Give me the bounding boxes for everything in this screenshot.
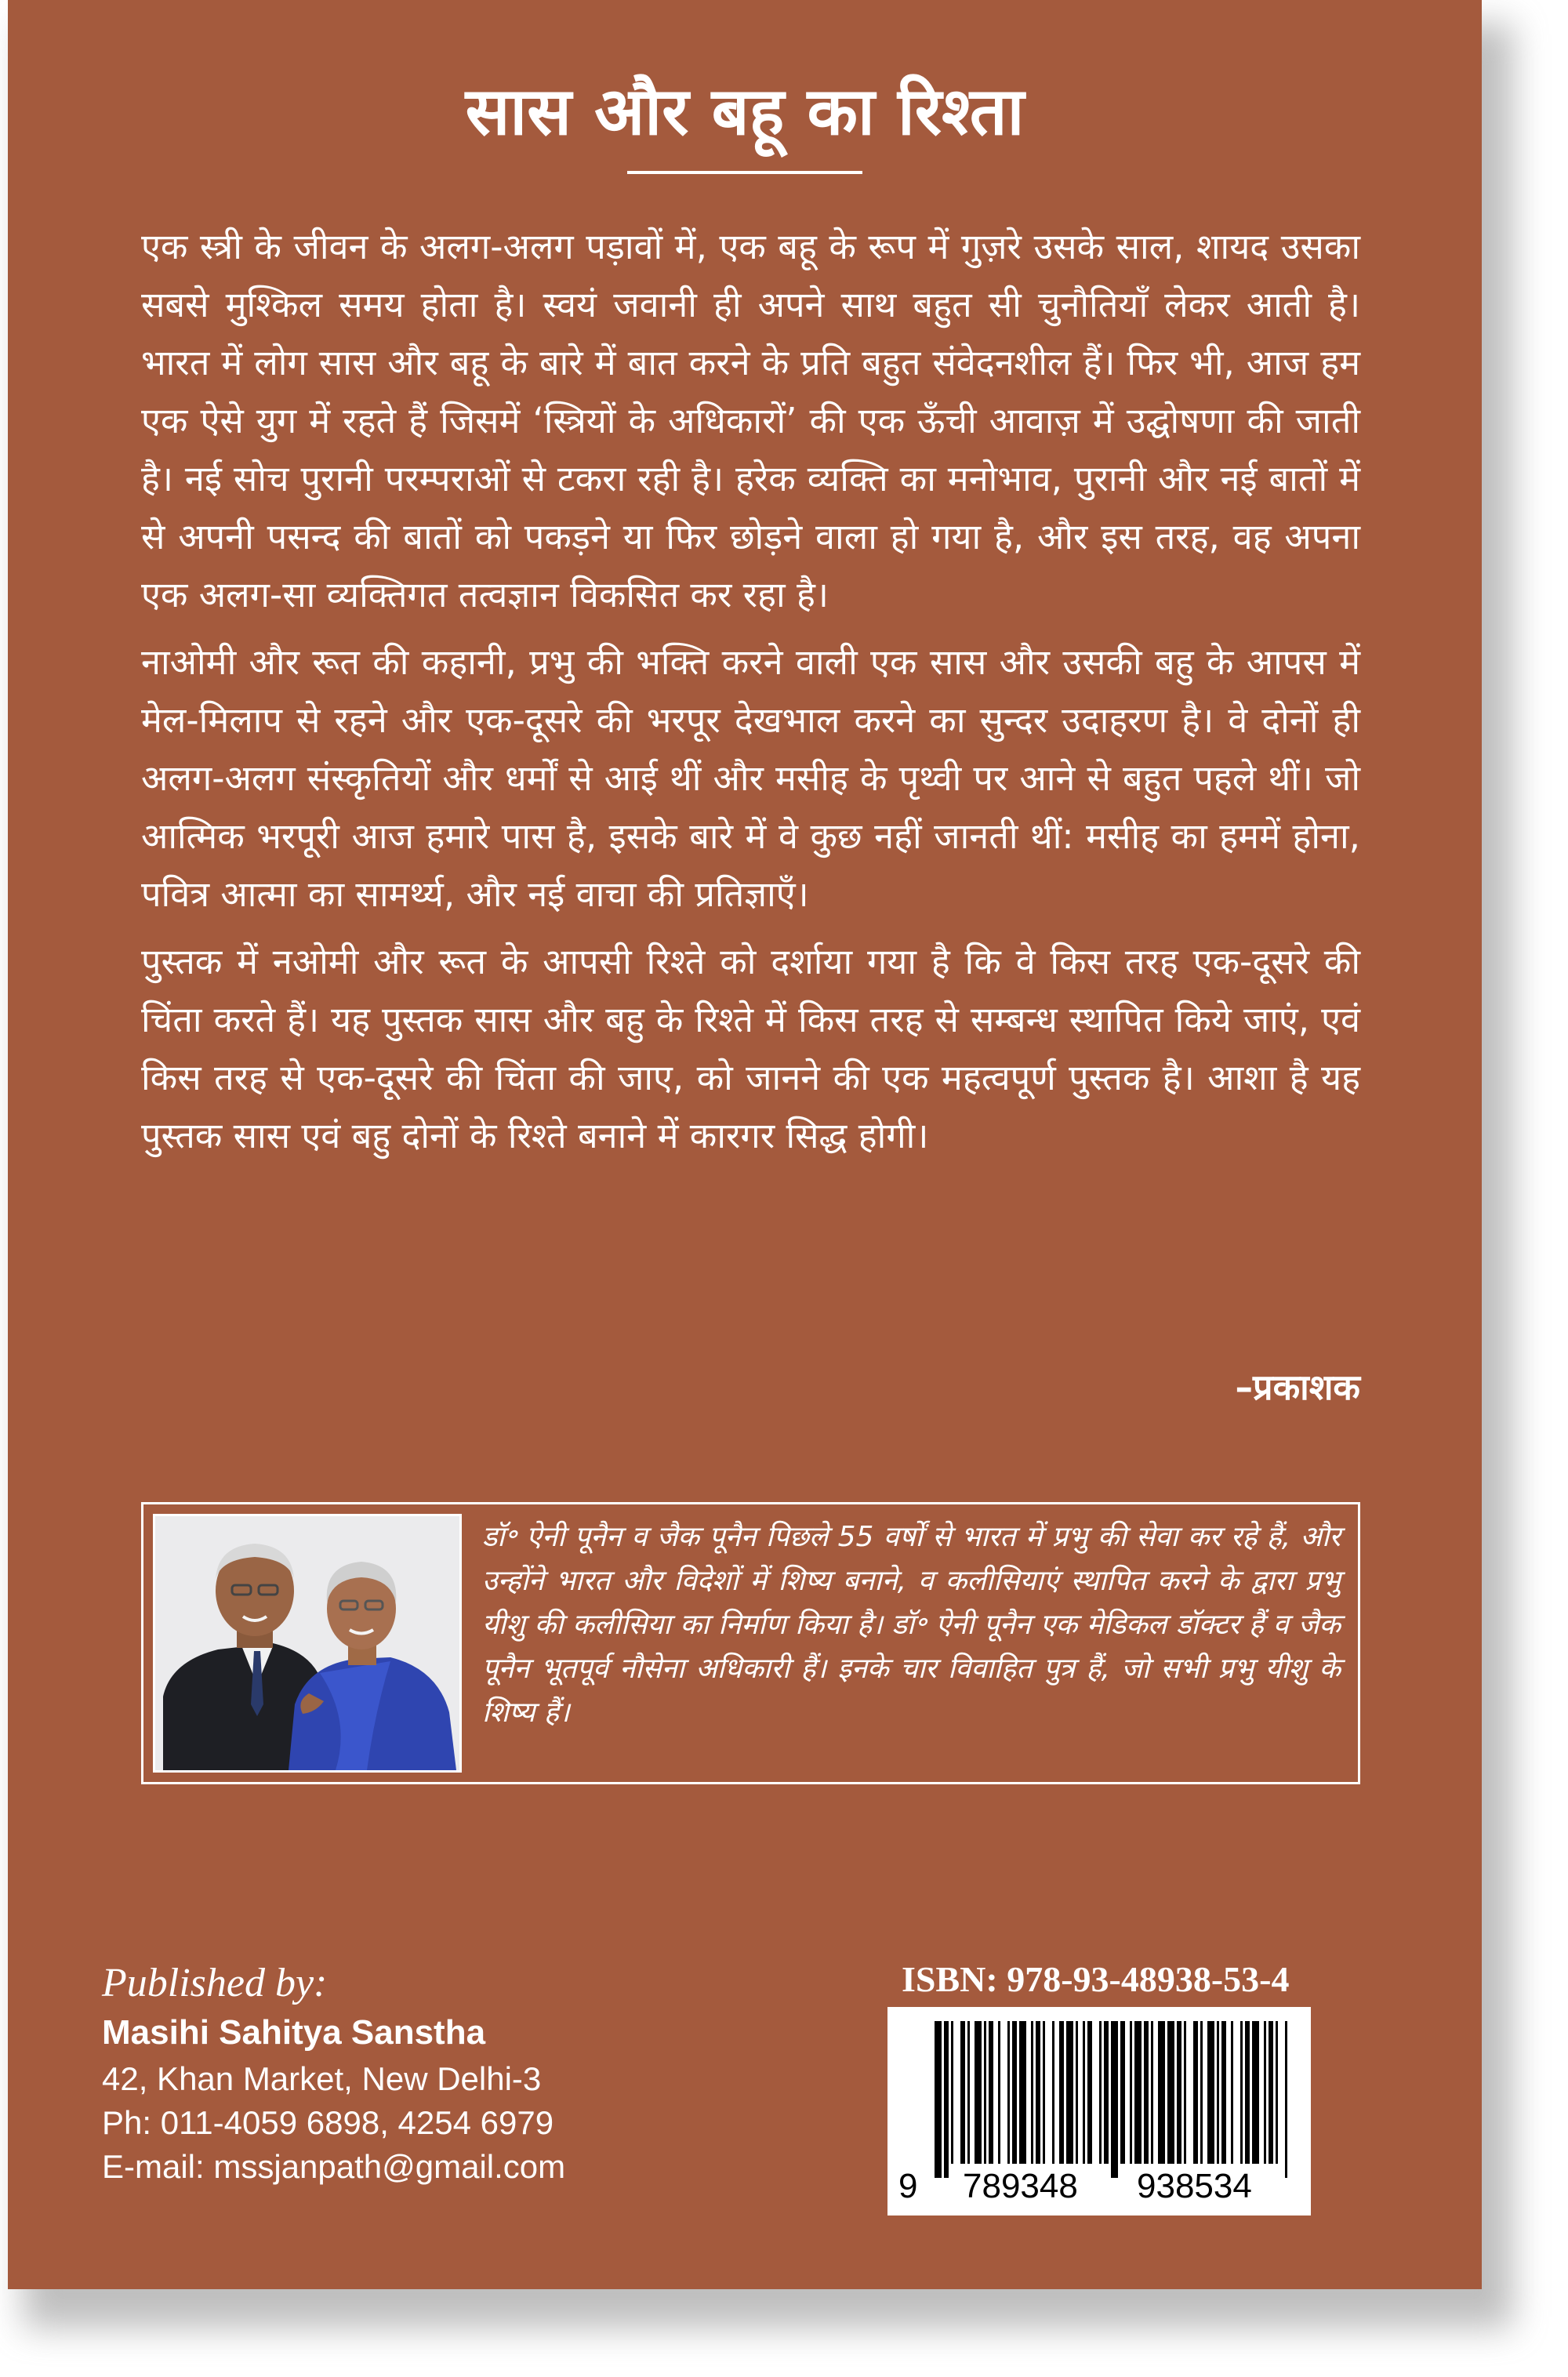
- barcode-bar: [1019, 2021, 1026, 2164]
- barcode-bar: [1012, 2021, 1017, 2164]
- barcode-bar: [1031, 2021, 1033, 2164]
- publisher-info: [102, 1958, 565, 2189]
- publisher-phone: Ph: 011-4059 6898, 4254 6979: [102, 2104, 554, 2141]
- barcode-bar: [1144, 2021, 1149, 2164]
- barcode-digits-left: 789348: [963, 2167, 1078, 2205]
- barcode-bar: [1240, 2021, 1243, 2164]
- barcode-bar: [1083, 2021, 1085, 2164]
- barcode-bar: [1076, 2021, 1078, 2164]
- barcode-bar: [984, 2021, 986, 2164]
- author-bio: डॉ॰ ऐनी पूनैन व जैक पूनैन पिछले 55 वर्षों से भारत में प्रभु की सेवा कर रहे हैं, और उन्होंने भारत और विदेशों में शिष्य बनाने, व कलीसियाएं स्थापित करने के द्वारा प्रभु यीशु की कलीसिया का निर्माण किया है। डॉ॰ ऐनी पूनैन एक मेडिकल डॉक्टर हैं व जैक पूनैन भूतपूर्व नौसेना अधिकारी हैं। इनके चार विवाहित पुत्र हैं, जो सभी प्रभु यीशु के शिष्य हैं।: [482, 1521, 1341, 1729]
- barcode-bar: [1269, 2021, 1273, 2164]
- barcode-bar: [1200, 2021, 1203, 2164]
- barcode-digits-right: 938534: [1137, 2167, 1252, 2205]
- barcode-bar: [1130, 2021, 1132, 2164]
- barcode-bar: [1276, 2021, 1278, 2164]
- book-back-cover: [8, 0, 1482, 2289]
- barcode-bar: [1221, 2021, 1226, 2164]
- barcode-bar: [951, 2021, 953, 2164]
- barcode-bar: [1264, 2021, 1266, 2164]
- description-paragraph-1: एक स्त्री के जीवन के अलग-अलग पड़ावों में, एक बहू के रूप में गुज़रे उसके साल, शायद उसका सबसे मुश्किल समय होता है। स्वयं जवानी ही अपने साथ बहुत सी चुनौतियाँ लेकर आती है। भारत में लोग सास और बहू के बारे में बात करने के प्रति बहुत संवेदनशील हैं। फिर भी, आज हम एक ऐसे युग में रहते हैं जिसमें ‘स्त्रियों के अधिकारों’ की एक ऊँची आवाज़ में उद्घोषणा की जाती है। नई सोच पुरानी परम्पराओं से टकरा रही है। हरेक व्यक्ति का मनोभाव, पुरानी और नई बातों में से अपनी पसन्द की बातों को पकड़ने या फिर छोड़ने वाला हो गया है, और इस तरह, वह अपना एक अलग-सा व्यक्तिगत तत्वज्ञान विकसित कर रहा है।: [141, 226, 1360, 615]
- published-by-label: Published by:: [102, 1961, 328, 2005]
- author-photo: [153, 1514, 462, 1773]
- barcode-bar: [1184, 2021, 1186, 2164]
- barcode-bar: [1087, 2021, 1092, 2164]
- publisher-email: E-mail: mssjanpath@gmail.com: [102, 2148, 566, 2185]
- barcode-bar: [1177, 2021, 1181, 2164]
- barcode-bar: [1066, 2021, 1073, 2164]
- barcode-bar: [1207, 2021, 1214, 2164]
- barcode-bar: [1043, 2021, 1045, 2164]
- barcode-digits: [887, 2167, 1311, 2211]
- barcode-bar: [975, 2021, 982, 2164]
- barcode: [887, 2007, 1311, 2216]
- author-photo-illustration: [155, 1516, 459, 1770]
- barcode-bar: [967, 2021, 970, 2164]
- barcode-bar: [1036, 2021, 1040, 2164]
- barcode-bar: [1104, 2021, 1109, 2164]
- isbn-label: ISBN: 978-93-48938-53-4: [902, 1959, 1290, 1999]
- barcode-bar: [935, 2021, 942, 2178]
- barcode-bar: [989, 2021, 993, 2164]
- barcode-bar: [1099, 2021, 1102, 2164]
- description-paragraph-2: नाओमी और रूत की कहानी, प्रभु की भक्ति करने वाली एक सास और उसकी बहु के आपस में मेल-मिलाप से रहने और एक-दूसरे की भरपूर देखभाल करने का सुन्दर उदाहरण है। वे दोनों ही अलग-अलग संस्कृतियों और धर्मों से आई थीं और मसीह के पृथ्वी पर आने से बहुत पहले थीं। जो आत्मिक भरपूरी आज हमारे पास है, इसके बारे में वे कुछ नहीं जानती थीं: मसीह का हममें होना, पवित्र आत्मा का सामर्थ्य, और नई वाचा की प्रतिज्ञाएँ।: [141, 641, 1360, 915]
- barcode-bar: [1245, 2021, 1250, 2164]
- barcode-bar: [1120, 2021, 1125, 2164]
- author-box: [141, 1502, 1360, 1784]
- barcode-bar: [960, 2021, 965, 2164]
- publisher-name: Masihi Sahitya Sanstha: [102, 2013, 486, 2052]
- title-underline: [627, 171, 862, 174]
- barcode-bar: [1285, 2021, 1287, 2178]
- barcode-bar: [1231, 2021, 1233, 2164]
- barcode-bar: [1167, 2021, 1174, 2164]
- barcode-bar: [1252, 2021, 1259, 2164]
- barcode-bar: [1193, 2021, 1198, 2164]
- barcode-bar: [1134, 2021, 1142, 2164]
- book-title: सास और बहू का रिश्ता: [465, 73, 1025, 150]
- publisher-address: 42, Khan Market, New Delhi-3: [102, 2060, 542, 2097]
- description-paragraph-3: पुस्तक में नओमी और रूत के आपसी रिश्ते को दर्शाया गया है कि वे किस तरह एक-दूसरे की चिंता करते हैं। यह पुस्तक सास और बहु के रिश्ते में किस तरह से सम्बन्ध स्थापित किये जाएं, एवं किस तरह से एक-दूसरे की चिंता की जाए, को जानने की एक महत्वपूर्ण पुस्तक है। आशा है यह पुस्तक सास एवं बहु दोनों के रिश्ते बनाने में कारगर सिद्ध होगी।: [141, 941, 1360, 1156]
- barcode-bar: [1059, 2021, 1064, 2164]
- barcode-bar: [1007, 2021, 1010, 2164]
- barcode-bar: [1151, 2021, 1153, 2164]
- barcode-bar: [998, 2021, 1000, 2164]
- barcode-bar: [1111, 2021, 1118, 2178]
- barcode-bar: [1158, 2021, 1165, 2164]
- barcode-bar: [1217, 2021, 1219, 2164]
- barcode-digit-first: 9: [898, 2167, 918, 2205]
- barcode-bar: [944, 2021, 949, 2178]
- barcode-bar: [1052, 2021, 1054, 2164]
- publisher-signature: –प्रकाशक: [1235, 1366, 1360, 1408]
- description: [141, 218, 1360, 1174]
